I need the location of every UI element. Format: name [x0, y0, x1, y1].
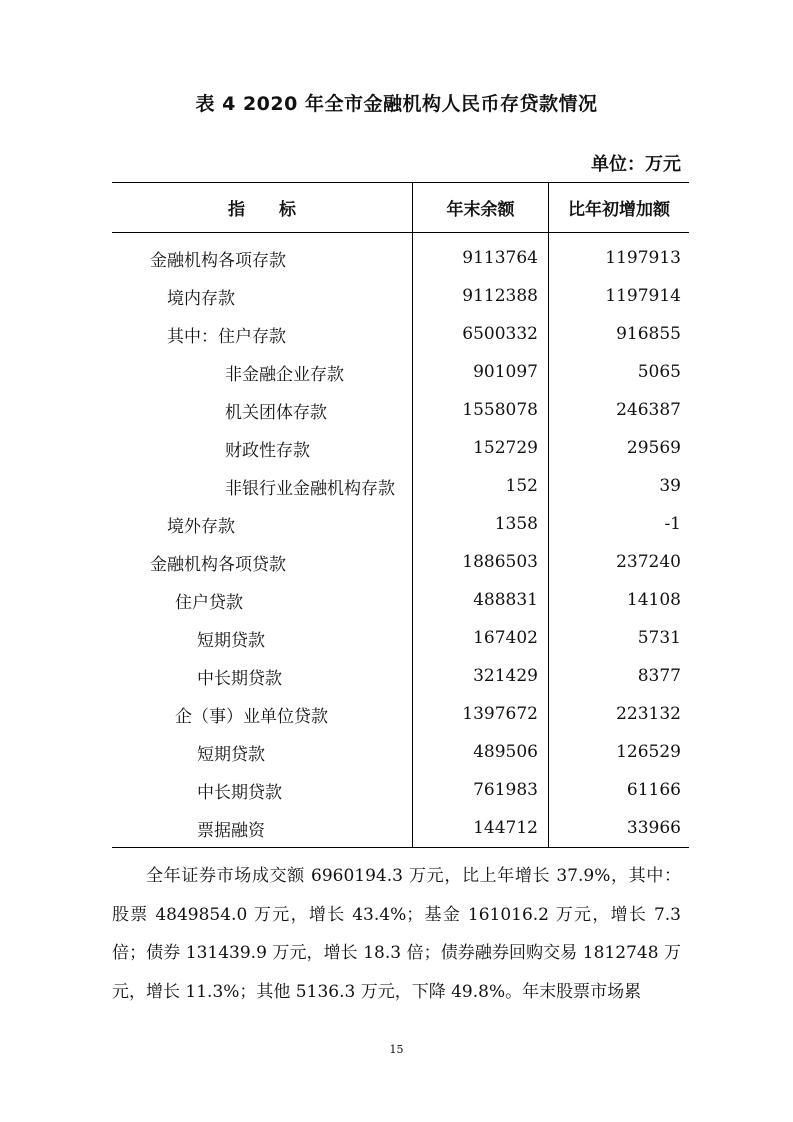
- header-year-end-balance: 年末余额: [413, 183, 549, 233]
- row-label: 中长期贷款: [112, 657, 413, 695]
- row-increase: 237240: [616, 552, 681, 572]
- table-row: [112, 619, 689, 657]
- row-increase: 1197914: [605, 286, 681, 306]
- row-balance: 901097: [413, 353, 549, 391]
- page-number: 15: [389, 1043, 404, 1056]
- unit-label: 单位：万元: [591, 154, 681, 175]
- securities-paragraph: 全年证券市场成交额 6960194.3 万元，比上年增长 37.9%，其中：股票 4849854.0 万元，增长 43.4%；基金 161016.2 万元，增长 7.3 倍；债券 131439.9 万元，增长 18.3 倍；债券融券回购交易 1812748 万元，增长 11.3%；其他 5136.3 万元，下降 49.8%。年末股票市场累: [112, 866, 681, 1002]
- table-row: [112, 543, 689, 581]
- row-balance: 1397672: [413, 695, 549, 733]
- table-row: [112, 733, 689, 771]
- row-label: 机关团体存款: [112, 391, 413, 429]
- row-increase: 916855: [616, 324, 681, 344]
- row-increase: 5731: [637, 628, 681, 648]
- row-balance: 6500332: [413, 315, 549, 353]
- row-increase: 223132: [616, 704, 681, 724]
- row-label: 短期贷款: [112, 619, 413, 657]
- row-increase: 8377: [637, 666, 681, 686]
- table-row: [112, 771, 689, 809]
- row-label: 财政性存款: [112, 429, 413, 467]
- row-balance: 9112388: [413, 277, 549, 315]
- table-row: [112, 657, 689, 695]
- row-increase: 29569: [626, 438, 681, 458]
- table-header-row: [112, 183, 689, 233]
- row-label: 金融机构各项存款: [112, 233, 413, 278]
- table-row: [112, 809, 689, 848]
- row-increase: -1: [664, 514, 681, 534]
- row-label: 境外存款: [112, 505, 413, 543]
- row-balance: 152: [413, 467, 549, 505]
- row-balance: 144712: [413, 809, 549, 848]
- table-row: [112, 581, 689, 619]
- row-label: 金融机构各项贷款: [112, 543, 413, 581]
- row-balance: 9113764: [413, 233, 549, 278]
- row-increase: 14108: [626, 590, 681, 610]
- table-row: [112, 505, 689, 543]
- row-balance: 761983: [413, 771, 549, 809]
- row-balance: 167402: [413, 619, 549, 657]
- row-balance: 1886503: [413, 543, 549, 581]
- row-increase: 1197913: [605, 248, 681, 268]
- row-balance: 1558078: [413, 391, 549, 429]
- table-row: [112, 695, 689, 733]
- table-row: [112, 277, 689, 315]
- table-row: [112, 353, 689, 391]
- row-increase: 5065: [637, 362, 681, 382]
- table-row: [112, 315, 689, 353]
- header-increase: 比年初增加额: [549, 183, 690, 233]
- row-balance: 489506: [413, 733, 549, 771]
- table-row: [112, 233, 689, 278]
- row-label: 非金融企业存款: [112, 353, 413, 391]
- row-label: 境内存款: [112, 277, 413, 315]
- row-increase: 126529: [616, 742, 681, 762]
- row-label: 住户贷款: [112, 581, 413, 619]
- row-label: 中长期贷款: [112, 771, 413, 809]
- header-indicator: 指 标: [112, 183, 413, 233]
- row-increase: 246387: [616, 400, 681, 420]
- row-balance: 1358: [413, 505, 549, 543]
- table-row: [112, 391, 689, 429]
- row-increase: 39: [659, 476, 681, 496]
- row-label: 非银行业金融机构存款: [112, 467, 413, 505]
- row-balance: 488831: [413, 581, 549, 619]
- table-title: 表 4 2020 年全市金融机构人民币存贷款情况: [195, 93, 598, 115]
- table-row: [112, 429, 689, 467]
- row-label: 短期贷款: [112, 733, 413, 771]
- table-row: [112, 467, 689, 505]
- row-balance: 152729: [413, 429, 549, 467]
- row-label: 其中：住户存款: [112, 315, 413, 353]
- row-label: 企（事）业单位贷款: [112, 695, 413, 733]
- row-increase: 33966: [549, 809, 690, 848]
- row-label: 票据融资: [112, 809, 413, 848]
- row-balance: 321429: [413, 657, 549, 695]
- row-increase: 61166: [626, 780, 681, 800]
- deposit-loan-table: [112, 182, 689, 848]
